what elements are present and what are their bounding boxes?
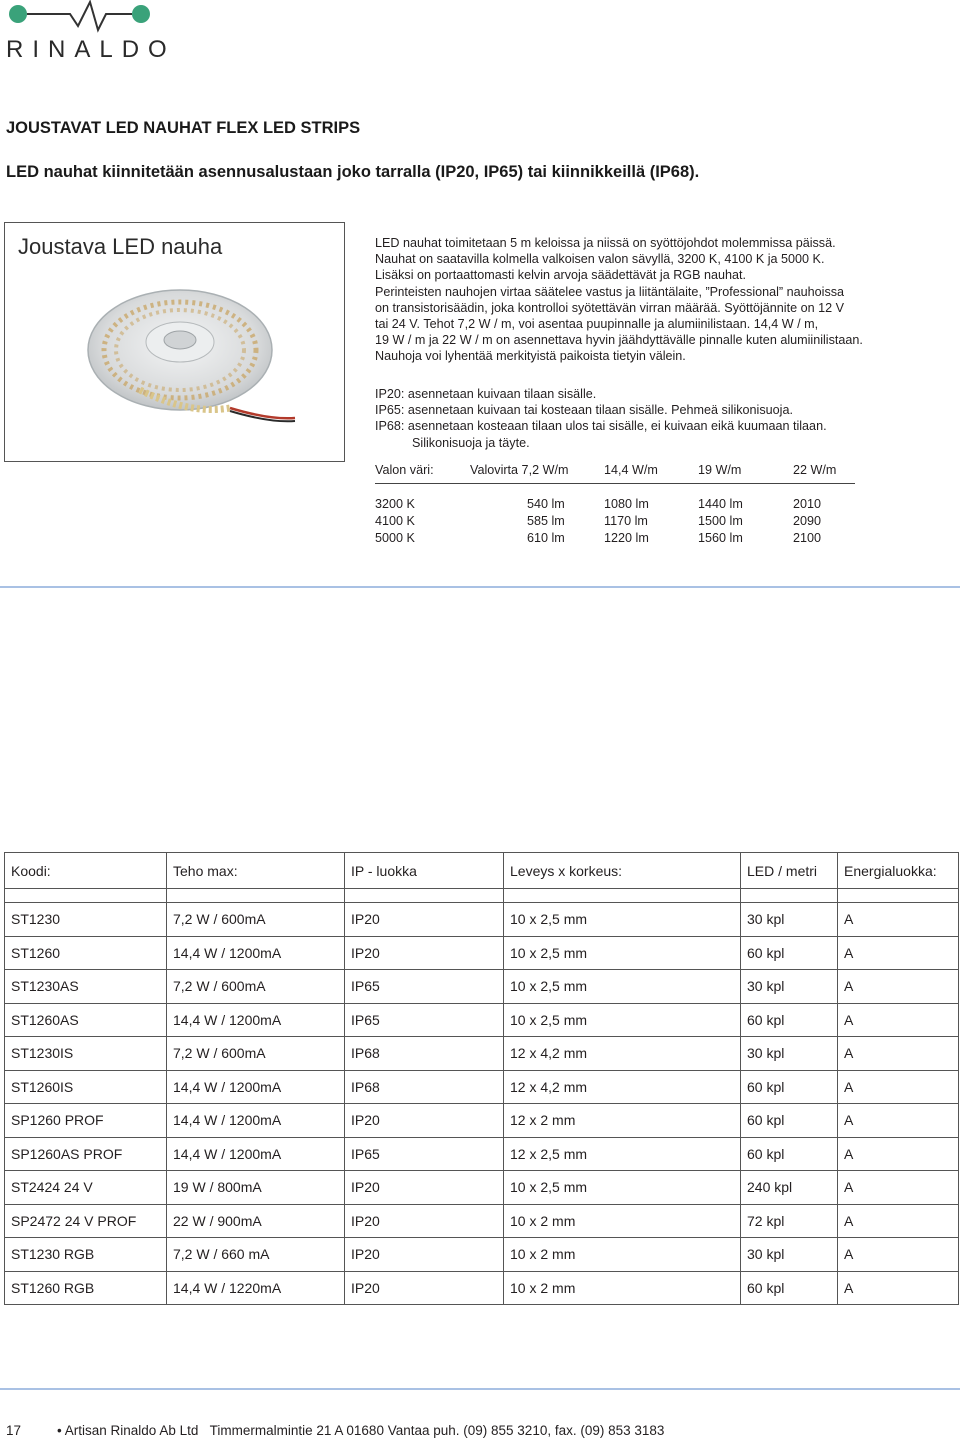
product-title: Joustava LED nauha [18,234,223,259]
spec-cell: A [838,1204,959,1238]
footer-rule [0,1388,960,1390]
spec-cell: 60 kpl [741,1003,838,1037]
spec-cell: 12 x 4,2 mm [504,1037,741,1071]
spec-cell: 60 kpl [741,1104,838,1138]
luminous-cell: 540 lm [527,497,565,511]
spec-cell: ST1230 RGB [5,1238,167,1272]
spec-cell: ST1260IS [5,1070,167,1104]
luminous-cell: 585 lm [527,514,565,528]
luminous-cell: 1500 lm [698,514,743,528]
spec-cell: SP2472 24 V PROF [5,1204,167,1238]
spec-cell: 10 x 2,5 mm [504,970,741,1004]
spec-cell: IP20 [345,1238,504,1272]
spec-cell: ST1260 RGB [5,1271,167,1305]
luminous-row [375,497,855,514]
spec-spacer-cell [5,889,167,903]
spec-cell: 30 kpl [741,903,838,937]
spec-cell: 12 x 2,5 mm [504,1137,741,1171]
spec-row [5,1003,959,1037]
description-line: LED nauhat toimitetaan 5 m keloissa ja niissä on syöttöjohdot molemmissa päissä. [375,236,836,250]
spec-spacer-cell [838,889,959,903]
ip-line: IP20: asennetaan kuivaan tilaan sisälle. [375,387,597,401]
spec-header-cell: Leveys x korkeus: [504,853,741,889]
luminous-cell: 610 lm [527,531,565,545]
spec-row [5,1137,959,1171]
spec-cell: IP68 [345,1070,504,1104]
luminous-cell: 5000 K [375,531,415,545]
spec-cell: 14,4 W / 1200mA [167,1137,345,1171]
spec-row [5,1104,959,1138]
spec-cell: 7,2 W / 600mA [167,903,345,937]
ip-line: IP68: asennetaan kosteaan tilaan ulos tai sisälle, ei kuivaan eikä kuumaan tilaan. [375,419,827,434]
spec-cell: 12 x 2 mm [504,1104,741,1138]
luminous-header-cell: 14,4 W/m [604,463,658,477]
spec-row [5,1204,959,1238]
spec-cell: 7,2 W / 600mA [167,970,345,1004]
footer-company: • Artisan Rinaldo Ab Ltd [57,1423,199,1438]
spec-cell: 12 x 4,2 mm [504,1070,741,1104]
spec-cell: ST1260AS [5,1003,167,1037]
spec-cell: 30 kpl [741,1238,838,1272]
spec-cell: 14,4 W / 1200mA [167,1070,345,1104]
logo-right-dot [132,5,150,23]
spec-table [4,852,959,1305]
spec-cell: 10 x 2,5 mm [504,1171,741,1205]
spec-cell: A [838,1271,959,1305]
spec-cell: IP65 [345,970,504,1004]
spec-cell: 14,4 W / 1200mA [167,1003,345,1037]
description-line: tai 24 V. Tehot 7,2 W / m, voi asentaa puupinnalle ja alumiinilistaan. 14,4 W / m, [375,317,819,332]
spec-cell: 22 W / 900mA [167,1204,345,1238]
luminous-table-header [375,463,855,484]
page-number: 17 [6,1423,22,1438]
divider-rule [0,586,960,588]
luminous-row [375,514,855,531]
spec-cell: 14,4 W / 1200mA [167,1104,345,1138]
spec-cell: 10 x 2 mm [504,1204,741,1238]
spec-cell: 10 x 2,5 mm [504,936,741,970]
luminous-cell: 1560 lm [698,531,743,545]
spec-cell: 7,2 W / 660 mA [167,1238,345,1272]
spec-spacer-cell [741,889,838,903]
luminous-cell: 1220 lm [604,531,649,545]
spec-row [5,1037,959,1071]
ip-line: IP65: asennetaan kuivaan tai kosteaan tilaan sisälle. Pehmeä silikonisuoja. [375,403,793,418]
description-line: Perinteisten nauhojen virtaa säätelee vastus ja liitäntälaite, ”Professional” nauhoissa [375,284,845,299]
spec-cell: IP20 [345,1171,504,1205]
spec-cell: A [838,970,959,1004]
spec-cell: 30 kpl [741,1037,838,1071]
spec-cell: IP20 [345,936,504,970]
luminous-header-cell: Valon väri: [375,463,434,477]
spec-cell: 19 W / 800mA [167,1171,345,1205]
luminous-cell: 4100 K [375,514,415,528]
description-line: 19 W / m ja 22 W / m on asennettava hyvin jäähdyttävälle pinnalle kuten alumiinilistaan. [375,333,863,348]
luminous-cell: 2090 [793,514,822,528]
luminous-cell: 3200 K [375,497,415,511]
spec-header-cell: LED / metri [741,853,838,889]
spec-row [5,1238,959,1272]
luminous-row [375,531,855,548]
spec-header-cell: Teho max: [167,853,345,889]
page-title: JOUSTAVAT LED NAUHAT FLEX LED STRIPS [6,119,361,137]
spec-header-cell: Koodi: [5,853,167,889]
logo-pulse-line [27,2,132,30]
spec-cell: 60 kpl [741,1070,838,1104]
description-line: on transistorisäädin, joka kontrolloi syötettävän virran määrää. Syöttöjännite on 12 V [375,300,845,315]
spec-cell: IP65 [345,1137,504,1171]
led-strip-reel-image [80,280,320,450]
description-line: Nauhat on saatavilla kolmella valkoisen valon sävyllä, 3200 K, 4100 K ja 5000 K. [375,252,825,267]
page-subtitle: LED nauhat kiinnitetään asennusalustaan joko tarralla (IP20, IP65) tai kiinnikkeillä (IP68). [6,163,700,181]
spec-cell: A [838,1137,959,1171]
spec-cell: 14,4 W / 1220mA [167,1271,345,1305]
spec-cell: 7,2 W / 600mA [167,1037,345,1071]
page-footer [6,1423,664,1438]
spec-row [5,936,959,970]
luminous-cell: 1080 lm [604,497,649,511]
spec-cell: A [838,1238,959,1272]
spec-row [5,903,959,937]
spec-cell: SP1260 PROF [5,1104,167,1138]
spec-cell: ST1230IS [5,1037,167,1071]
spec-cell: 10 x 2 mm [504,1238,741,1272]
luminous-header-cell: Valovirta 7,2 W/m [470,463,569,477]
spec-cell: ST2424 24 V [5,1171,167,1205]
luminous-cell: 1170 lm [604,514,648,528]
spec-cell: 60 kpl [741,936,838,970]
luminous-header-cell: 19 W/m [698,463,742,477]
spec-cell: ST1260 [5,936,167,970]
footer-address: Timmermalmintie 21 A 01680 Vantaa puh. (09) 855 3210, fax. (09) 853 3183 [209,1423,665,1438]
spec-row [5,1271,959,1305]
luminous-cell: 2100 [793,531,822,545]
spec-cell: 30 kpl [741,970,838,1004]
logo-left-dot [9,5,27,23]
spec-cell: 60 kpl [741,1271,838,1305]
luminous-cell: 1440 lm [698,497,743,511]
spec-cell: ST1230 [5,903,167,937]
spec-cell: ST1230AS [5,970,167,1004]
spec-cell: SP1260AS PROF [5,1137,167,1171]
spec-header-cell: Energialuokka: [838,853,959,889]
luminous-cell: 2010 [793,497,822,511]
spec-cell: IP68 [345,1037,504,1071]
spec-cell: IP20 [345,1204,504,1238]
spec-cell: 10 x 2 mm [504,1271,741,1305]
spec-cell: 14,4 W / 1200mA [167,936,345,970]
spec-cell: 10 x 2,5 mm [504,903,741,937]
description-line: Lisäksi on portaattomasti kelvin arvoja säädettävät ja RGB nauhat. [375,268,747,283]
luminous-header-cell: 22 W/m [793,463,837,477]
spec-row [5,1070,959,1104]
spec-header-cell: IP - luokka [345,853,504,889]
spec-cell: A [838,1070,959,1104]
spec-header-row [5,853,959,889]
logo-wordmark: RINALDO [6,36,176,63]
spec-cell: IP65 [345,1003,504,1037]
spec-cell: A [838,903,959,937]
ip-classes-block [375,386,827,451]
ip-line: Silikonisuoja ja täyte. [412,435,530,450]
spec-row [5,1171,959,1205]
spec-spacer-cell [345,889,504,903]
spec-cell: 72 kpl [741,1204,838,1238]
spec-cell: 10 x 2,5 mm [504,1003,741,1037]
spec-cell: 60 kpl [741,1137,838,1171]
spec-cell: IP20 [345,1104,504,1138]
spec-spacer-cell [167,889,345,903]
spec-row [5,970,959,1004]
spec-cell: A [838,1171,959,1205]
spec-cell: A [838,936,959,970]
spec-spacer-cell [504,889,741,903]
spec-cell: 240 kpl [741,1171,838,1205]
spec-spacer-row [5,889,959,903]
spec-cell: A [838,1003,959,1037]
spec-cell: A [838,1037,959,1071]
description-line: Nauhoja voi lyhentää merkityistä paikoista tietyin välein. [375,349,686,364]
spec-cell: A [838,1104,959,1138]
description-block [375,235,863,365]
spec-cell: IP20 [345,903,504,937]
spec-cell: IP20 [345,1271,504,1305]
